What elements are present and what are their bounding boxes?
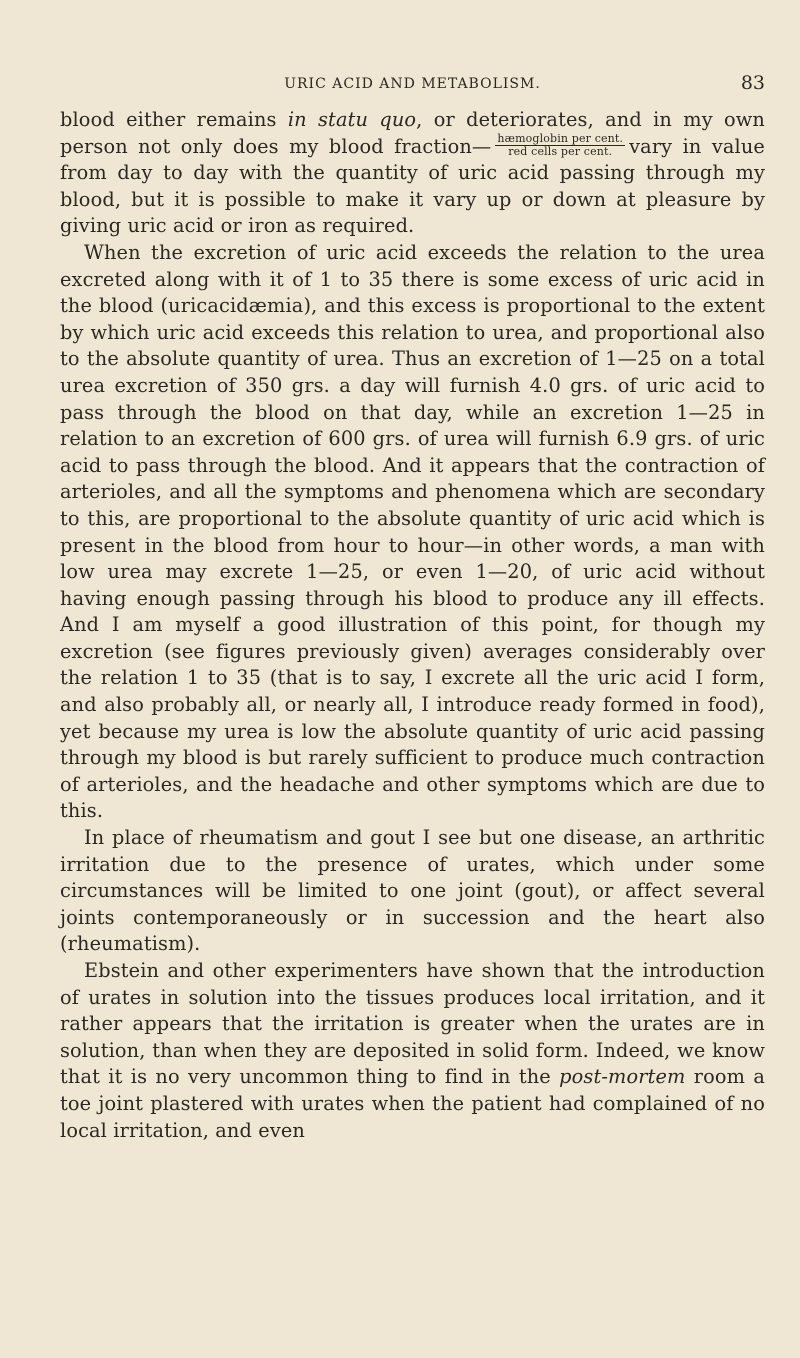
body-text xyxy=(60,107,765,1144)
paragraph-1-text-c: vary in value from day to day with the quantity of uric acid passing through my blood, but it is possible to make it vary up or down at pleasure by giving uric acid or iron as required. xyxy=(60,134,765,238)
fraction-denominator: red cells per cent. xyxy=(508,145,613,159)
paragraph-2: When the excretion of uric acid exceeds the relation to the urea excreted along with it of 1 to 35 there is some excess of uric acid in the blood (uricacidæmia), and this excess is proportional to the extent by which uric acid exceeds this relation to urea, and proportional also to the absolute quantity of urea. Thus an excretion of 1—25 on a total urea excretion of 350 grs. a day will furnish 4.0 grs. of uric acid to pass through the blood on that day, while an excretion 1—25 in relation to an excretion of 600 grs. of urea will furnish 6.9 grs. of uric acid to pass through the blood. And it appears that the contraction of arterioles, and all the symptoms and phenomena which are secondary to this, are proportional to the absolute quantity of uric acid which is present in the blood from hour to hour—in other words, a man with low urea may excrete 1—25, or even 1—20, of uric acid without having enough passing through his blood to produce any ill effects. And I am myself a good illustration of this point, for though my excretion (see figures previously given) averages considerably over the relation 1 to 35 (that is to say, I excrete all the uric acid I form, and also probably all, or nearly all, I introduce ready formed in food), yet because my urea is low the absolute quantity of uric acid passing through my blood is but rarely sufficient to produce much contraction of arterioles, and the headache and other symptoms which are due to this. xyxy=(60,240,765,823)
page-header xyxy=(60,72,765,98)
latin-phrase: in statu quo xyxy=(287,108,417,131)
fraction-numerator: hæmoglobin per cent. xyxy=(497,132,624,146)
paragraph-1-text-b: , or deteriorates, and in my own person not only does my blood fraction— xyxy=(60,108,765,158)
paragraph-1-text-a: blood either remains xyxy=(60,108,288,131)
paragraph-4-text-b: room a toe joint plastered with urates when the patient had complained of no local irritation, and even xyxy=(60,1065,765,1142)
paragraph-4-text-a: Ebstein and other experimenters have shown that the introduction of urates in solution into the tissues produces local irritation, and it rather appears that the irritation is greater when the urates are in solution, than when they are deposited in solid form. Indeed, we know that it is no very uncommon thing to find in the xyxy=(60,959,765,1089)
blood-fraction xyxy=(495,133,625,158)
paragraph-4 xyxy=(60,958,765,1144)
paragraph-3: In place of rheumatism and gout I see but one disease, an arthritic irritation due to the presence of urates, which under some circumstances will be limited to one joint (gout), or affect several joints contemporaneously or in succession and the heart also (rheumatism). xyxy=(60,826,765,956)
page-number: 83 xyxy=(740,72,765,94)
paragraph-1 xyxy=(60,107,765,240)
post-mortem-phrase: post-mortem xyxy=(559,1065,686,1089)
running-title: URIC ACID AND METABOLISM. xyxy=(284,76,541,92)
